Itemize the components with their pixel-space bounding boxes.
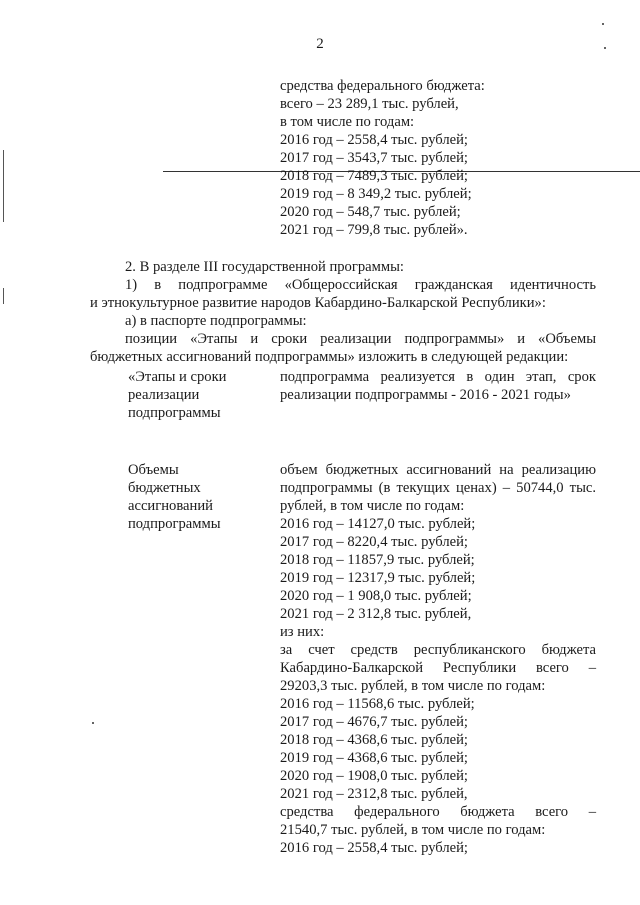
text-line: 2018 год – 7489,3 тыс. рублей;: [280, 168, 468, 184]
volumes-value-line: рублей, в том числе по годам:: [280, 498, 465, 514]
volumes-value-line: средства федерального бюджета всего –: [280, 804, 596, 820]
paragraph-line: а) в паспорте подпрограммы:: [125, 313, 307, 329]
volumes-value-line: 2017 год – 4676,7 тыс. рублей;: [280, 714, 468, 730]
paragraph-line: позиции «Этапы и сроки реализации подпрограммы» и «Объемы: [125, 331, 596, 347]
text-line: средства федерального бюджета:: [280, 78, 485, 94]
volumes-value-line: из них:: [280, 624, 325, 640]
page-number: 2: [316, 36, 324, 52]
volumes-value-line: 2016 год – 11568,6 тыс. рублей;: [280, 696, 475, 712]
paragraph-line: 1) в подпрограмме «Общероссийская гражданская идентичность: [125, 277, 596, 293]
section-heading: 2. В разделе III государственной программы:: [125, 259, 404, 275]
volumes-value-line: 29203,3 тыс. рублей, в том числе по годам:: [280, 678, 546, 694]
volumes-label-line: Объемы: [128, 462, 179, 478]
volumes-value-line: 2016 год – 14127,0 тыс. рублей;: [280, 516, 476, 532]
text-line: 2021 год – 799,8 тыс. рублей».: [280, 222, 468, 238]
text-line: 2017 год – 3543,7 тыс. рублей;: [280, 150, 468, 166]
scan-margin-mark: [3, 150, 4, 222]
volumes-value-line: 2019 год – 12317,9 тыс. рублей;: [280, 570, 476, 586]
text-line: 2020 год – 548,7 тыс. рублей;: [280, 204, 461, 220]
volumes-label-line: бюджетных: [128, 480, 201, 496]
volumes-value-line: 2021 год – 2312,8 тыс. рублей,: [280, 786, 468, 802]
volumes-value-line: Кабардино-Балкарской Республики всего –: [280, 660, 596, 676]
stages-value-line: подпрограмма реализуется в один этап, срок: [280, 369, 596, 385]
paragraph-line: бюджетных ассигнований подпрограммы» изложить в следующей редакции:: [90, 349, 569, 365]
volumes-label-line: ассигнований: [128, 498, 213, 514]
volumes-value-line: 2020 год – 1 908,0 тыс. рублей;: [280, 588, 472, 604]
volumes-value-line: 2021 год – 2 312,8 тыс. рублей,: [280, 606, 472, 622]
volumes-value-line: 2018 год – 11857,9 тыс. рублей;: [280, 552, 475, 568]
volumes-value-line: объем бюджетных ассигнований на реализацию: [280, 462, 596, 478]
volumes-value-line: за счет средств республиканского бюджета: [280, 642, 596, 658]
volumes-value-line: 2019 год – 4368,6 тыс. рублей;: [280, 750, 468, 766]
stages-label-line: реализации: [128, 387, 200, 403]
scan-dot: [92, 722, 94, 724]
stages-value-line: реализации подпрограммы - 2016 - 2021 годы»: [280, 387, 571, 403]
text-line: 2016 год – 2558,4 тыс. рублей;: [280, 132, 468, 148]
volumes-value-line: 2016 год – 2558,4 тыс. рублей;: [280, 840, 468, 856]
volumes-value-line: подпрограммы (в текущих ценах) – 50744,0 тыс.: [280, 480, 596, 496]
text-line: всего – 23 289,1 тыс. рублей,: [280, 96, 459, 112]
volumes-label-line: подпрограммы: [128, 516, 221, 532]
paragraph-line: и этнокультурное развитие народов Кабардино-Балкарской Республики»:: [90, 295, 546, 311]
volumes-value-line: 2020 год – 1908,0 тыс. рублей;: [280, 768, 468, 784]
stages-label-line: «Этапы и сроки: [128, 369, 227, 385]
scan-margin-mark: [3, 288, 4, 304]
stages-label-line: подпрограммы: [128, 405, 221, 421]
scan-dot: [602, 23, 604, 25]
volumes-value-line: 2017 год – 8220,4 тыс. рублей;: [280, 534, 468, 550]
volumes-value-line: 21540,7 тыс. рублей, в том числе по годам:: [280, 822, 546, 838]
text-line: в том числе по годам:: [280, 114, 415, 130]
text-line: 2019 год – 8 349,2 тыс. рублей;: [280, 186, 472, 202]
volumes-value-line: 2018 год – 4368,6 тыс. рублей;: [280, 732, 468, 748]
